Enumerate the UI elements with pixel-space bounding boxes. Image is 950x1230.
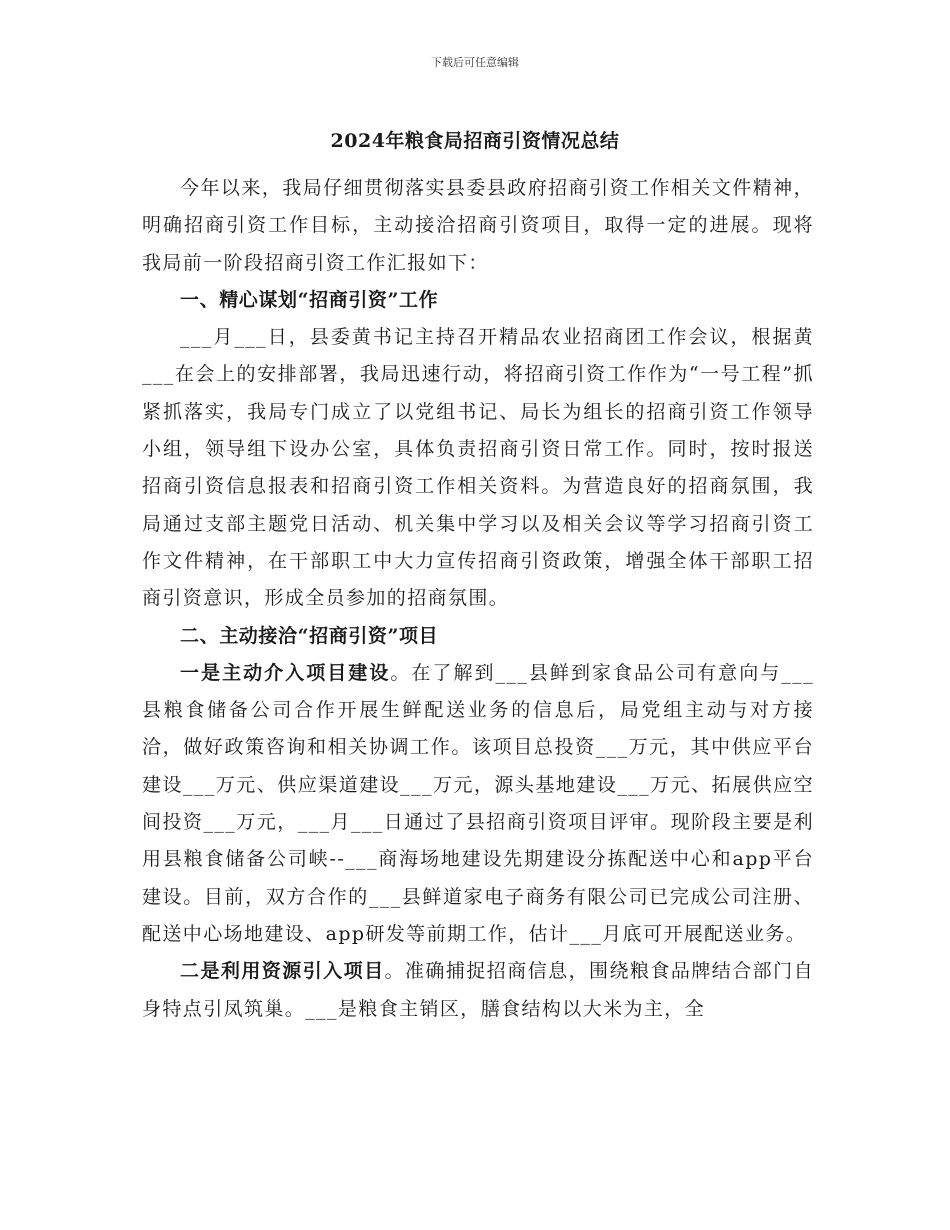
section-2-item-1 — [142, 655, 814, 953]
document-body — [142, 170, 814, 1028]
item-2-lead: 二是利用资源引入项目 — [180, 960, 385, 983]
item-1-lead: 一是主动介入项目建设 — [180, 661, 391, 684]
item-1-text: 。在了解到___县鲜到家食品公司有意向与___县粮食储备公司合作开展生鲜配送业务的信息后，局党组主动与对方接洽，做好政策咨询和相关协调工作。该项目总投资___万元，其中供应平台建设___万元、供应渠道建设___万元，源头基地建设___万元、拓展供应空间投资___万元，___月___日通过了县招商引资项目评审。现阶段主要是利用县粮食储备公司峡--___商海场地建设先期建设分拣配送中心和app平台建设。目前，双方合作的___县鲜道家电子商务有限公司已完成公司注册、配送中心场地建设、app研发等前期工作，估计___月底可开展配送业务。 — [142, 661, 814, 945]
document-title: 2024年粮食局招商引资情况总结 — [330, 130, 620, 152]
intro-paragraph: 今年以来，我局仔细贯彻落实县委县政府招商引资工作相关文件精神，明确招商引资工作目标，主动接洽招商引资项目，取得一定的进展。现将我局前一阶段招商引资工作汇报如下： — [142, 177, 814, 274]
item-2-text: 。准确捕捉招商信息，围绕粮食品牌结合部门自身特点引凤筑巢。___是粮食主销区，膳食结构以大米为主，全 — [142, 960, 814, 1020]
section-1-heading: 一、精心谋划“招商引资”工作 — [180, 288, 439, 311]
section-2-item-2 — [142, 953, 814, 1028]
header-note: 下载后可任意编辑 — [431, 56, 519, 69]
section-2-heading: 二、主动接洽“招商引资”项目 — [180, 624, 439, 647]
section-1-paragraph: ___月___日，县委黄书记主持召开精品农业招商团工作会议，根据黄___在会上的安排部署，我局迅速行动，将招商引资工作作为“一号工程”抓紧抓落实，我局专门成立了以党组书记、局长为组长的招商引资工作领导小组，领导组下设办公室，具体负责招商引资日常工作。同时，按时报送招商引资信息报表和招商引资工作相关资料。为营造良好的招商氛围，我局通过支部主题党日活动、机关集中学习以及相关会议等学习招商引资工作文件精神，在干部职工中大力宣传招商引资政策，增强全体干部职工招商引资意识，形成全员参加的招商氛围。 — [142, 326, 814, 610]
